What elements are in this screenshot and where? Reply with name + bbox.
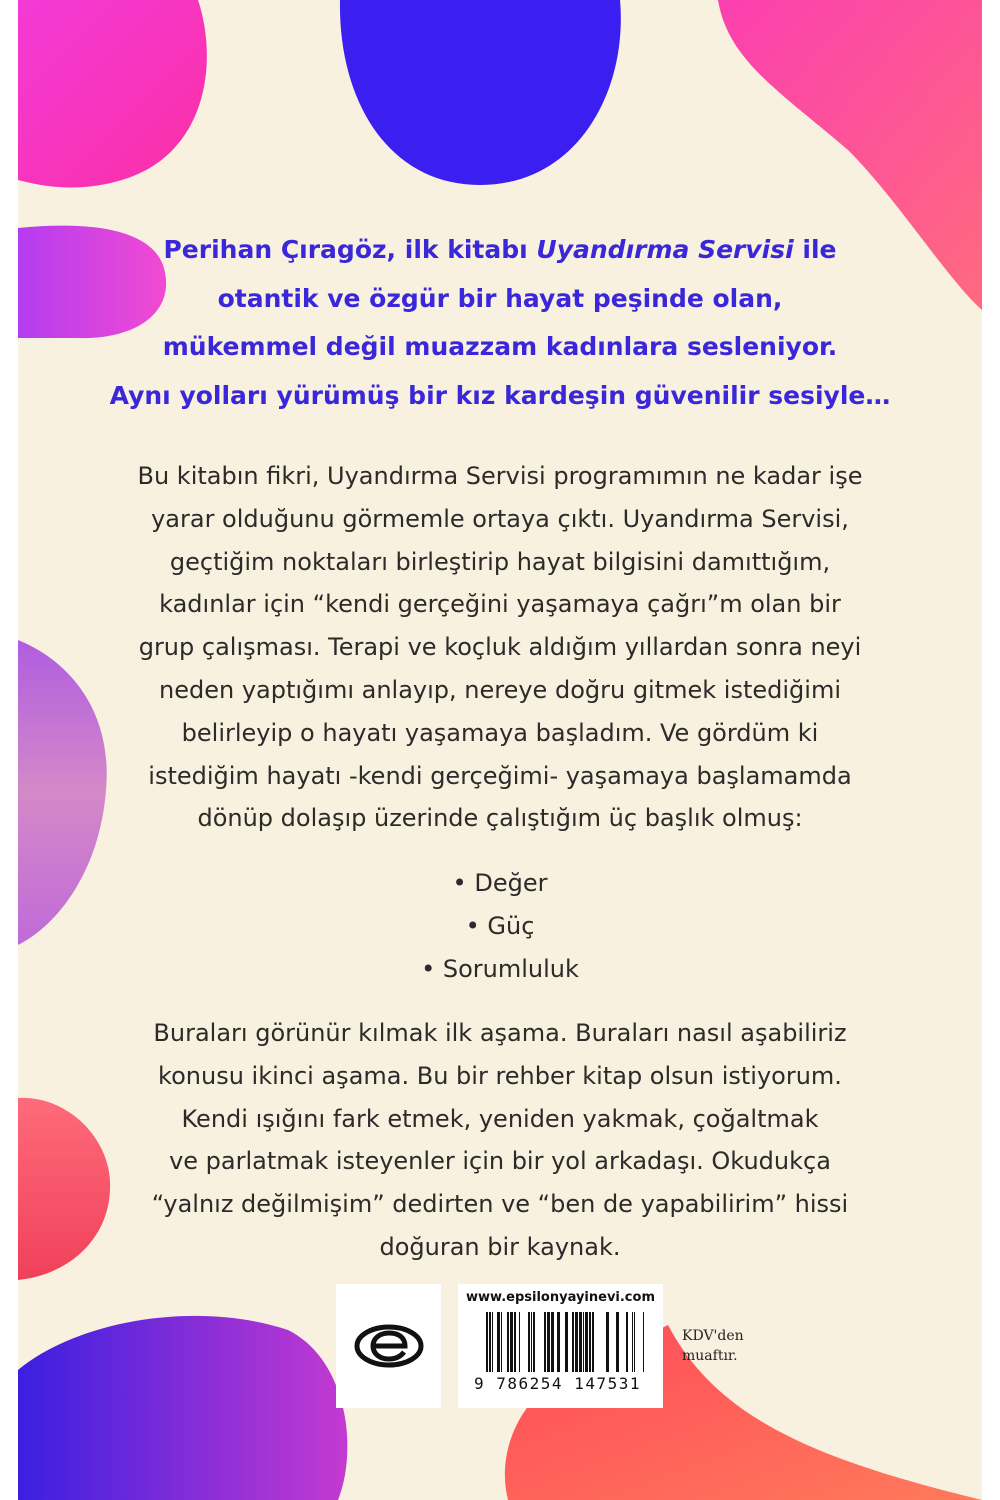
barcode-bar [551,1312,554,1372]
tax-note-line: muaftır. [682,1348,738,1364]
text-line: Buraları görünür kılmak ilk aşama. Buraları nasıl aşabiliriz [153,1019,847,1047]
barcode-bar [486,1312,488,1372]
text-line: grup çalışması. Terapi ve koçluk aldığım yıllardan sonra neyi [138,633,862,662]
barcode-bar [544,1312,546,1372]
text-line: neden yaptığımı anlayıp, nereye doğru gitmek istediğimi [159,675,841,704]
barcode-bar [497,1312,500,1372]
barcode-bar [557,1312,560,1372]
barcode-bar [528,1312,530,1372]
tax-exempt-note [682,1326,744,1366]
barcode-bar [507,1312,509,1372]
barcode-bar [514,1312,516,1372]
tax-note-line: KDV'den [682,1328,744,1344]
barcode-bar [579,1312,582,1372]
publisher-logo [336,1284,441,1408]
barcode-bars [474,1312,654,1382]
barcode-bar [626,1312,628,1372]
barcode-bar [616,1312,619,1372]
book-back-cover [18,0,982,1500]
text-line: dönüp dolaşıp üzerinde çalıştığım üç başlık olmuş: [197,804,803,833]
bullet-list [18,862,982,990]
blob-blue-top [340,0,621,185]
publisher-url: www.epsilonyayinevi.com [466,1290,655,1305]
description-paragraph-2 [18,1012,982,1269]
book-title: Uyandırma Servisi [536,235,794,264]
bullet-item: • Değer [452,869,548,897]
blob-magenta-top-left [18,0,207,188]
barcode-bar [634,1312,635,1372]
text-line: kadınlar için “kendi gerçeğini yaşamaya çağrı”m olan bir [159,590,841,619]
bullet-item: • Sorumluluk [421,954,579,983]
text-line: yarar olduğunu görmemle ortaya çıktı. Uyandırma Servisi, [151,504,849,533]
text-line: doğuran bir kaynak. [379,1232,621,1261]
headline-line: Aynı yolları yürümüş bir kız kardeşin güvenilir sesiyle… [109,380,891,410]
headline-line: mükemmel değil muazzam kadınlara sesleniyor. [162,332,838,361]
text-line: Kendi ışığını fark etmek, yeniden yakmak, çoğaltmak [181,1104,819,1133]
headline-line: otantik ve özgür bir hayat peşinde olan, [217,283,783,313]
barcode-bar [547,1312,550,1372]
barcode-bar [583,1312,584,1372]
epsilon-logo-icon [353,1323,425,1369]
barcode-bar [572,1312,574,1372]
barcode-bar [632,1312,633,1372]
text-line: konusu ikinci aşama. Bu bir rehber kitap olsun istiyorum. [158,1061,842,1090]
barcode-bar [575,1312,578,1372]
isbn-barcode [458,1284,663,1408]
barcode-bar [519,1312,520,1372]
barcode-bar [589,1312,591,1372]
text-line: ve parlatmak isteyenler için bir yol arkadaşı. Okudukça [169,1147,831,1176]
barcode-bar [492,1312,493,1372]
barcode-bar [510,1312,513,1372]
bullet-item: • Güç [465,911,535,940]
description-paragraph-1 [18,455,982,840]
text-line: Bu kitabın fikri, Uyandırma Servisi programımın ne kadar işe [137,462,863,490]
text-line: geçtiğim noktaları birleştirip hayat bilgisini damıttığım, [169,547,831,576]
barcode-bar [489,1312,491,1372]
headline-blurb [18,226,982,420]
barcode-bar [565,1312,568,1372]
headline-text: ile [793,235,837,264]
headline-text: Perihan Çıragöz, ilk kitabı [163,235,537,264]
barcode-bar [606,1312,609,1372]
barcode-bar [531,1312,532,1372]
barcode-bar [501,1312,502,1372]
barcode-bar [533,1312,535,1372]
barcode-bar [592,1312,594,1372]
blob-blue-bottom-left [18,1316,347,1500]
barcode-bar [585,1312,588,1372]
text-line: “yalnız değilmişim” dedirten ve “ben de yapabilirim” hissi [151,1190,849,1219]
barcode-bar [643,1312,644,1372]
text-line: istediğim hayatı -kendi gerçeğimi- yaşamaya başlamamda [148,761,852,790]
isbn-number: 9 786254 147531 [474,1374,641,1393]
text-line: belirleyip o hayatı yaşamaya başladım. Ve gördüm ki [181,718,819,747]
